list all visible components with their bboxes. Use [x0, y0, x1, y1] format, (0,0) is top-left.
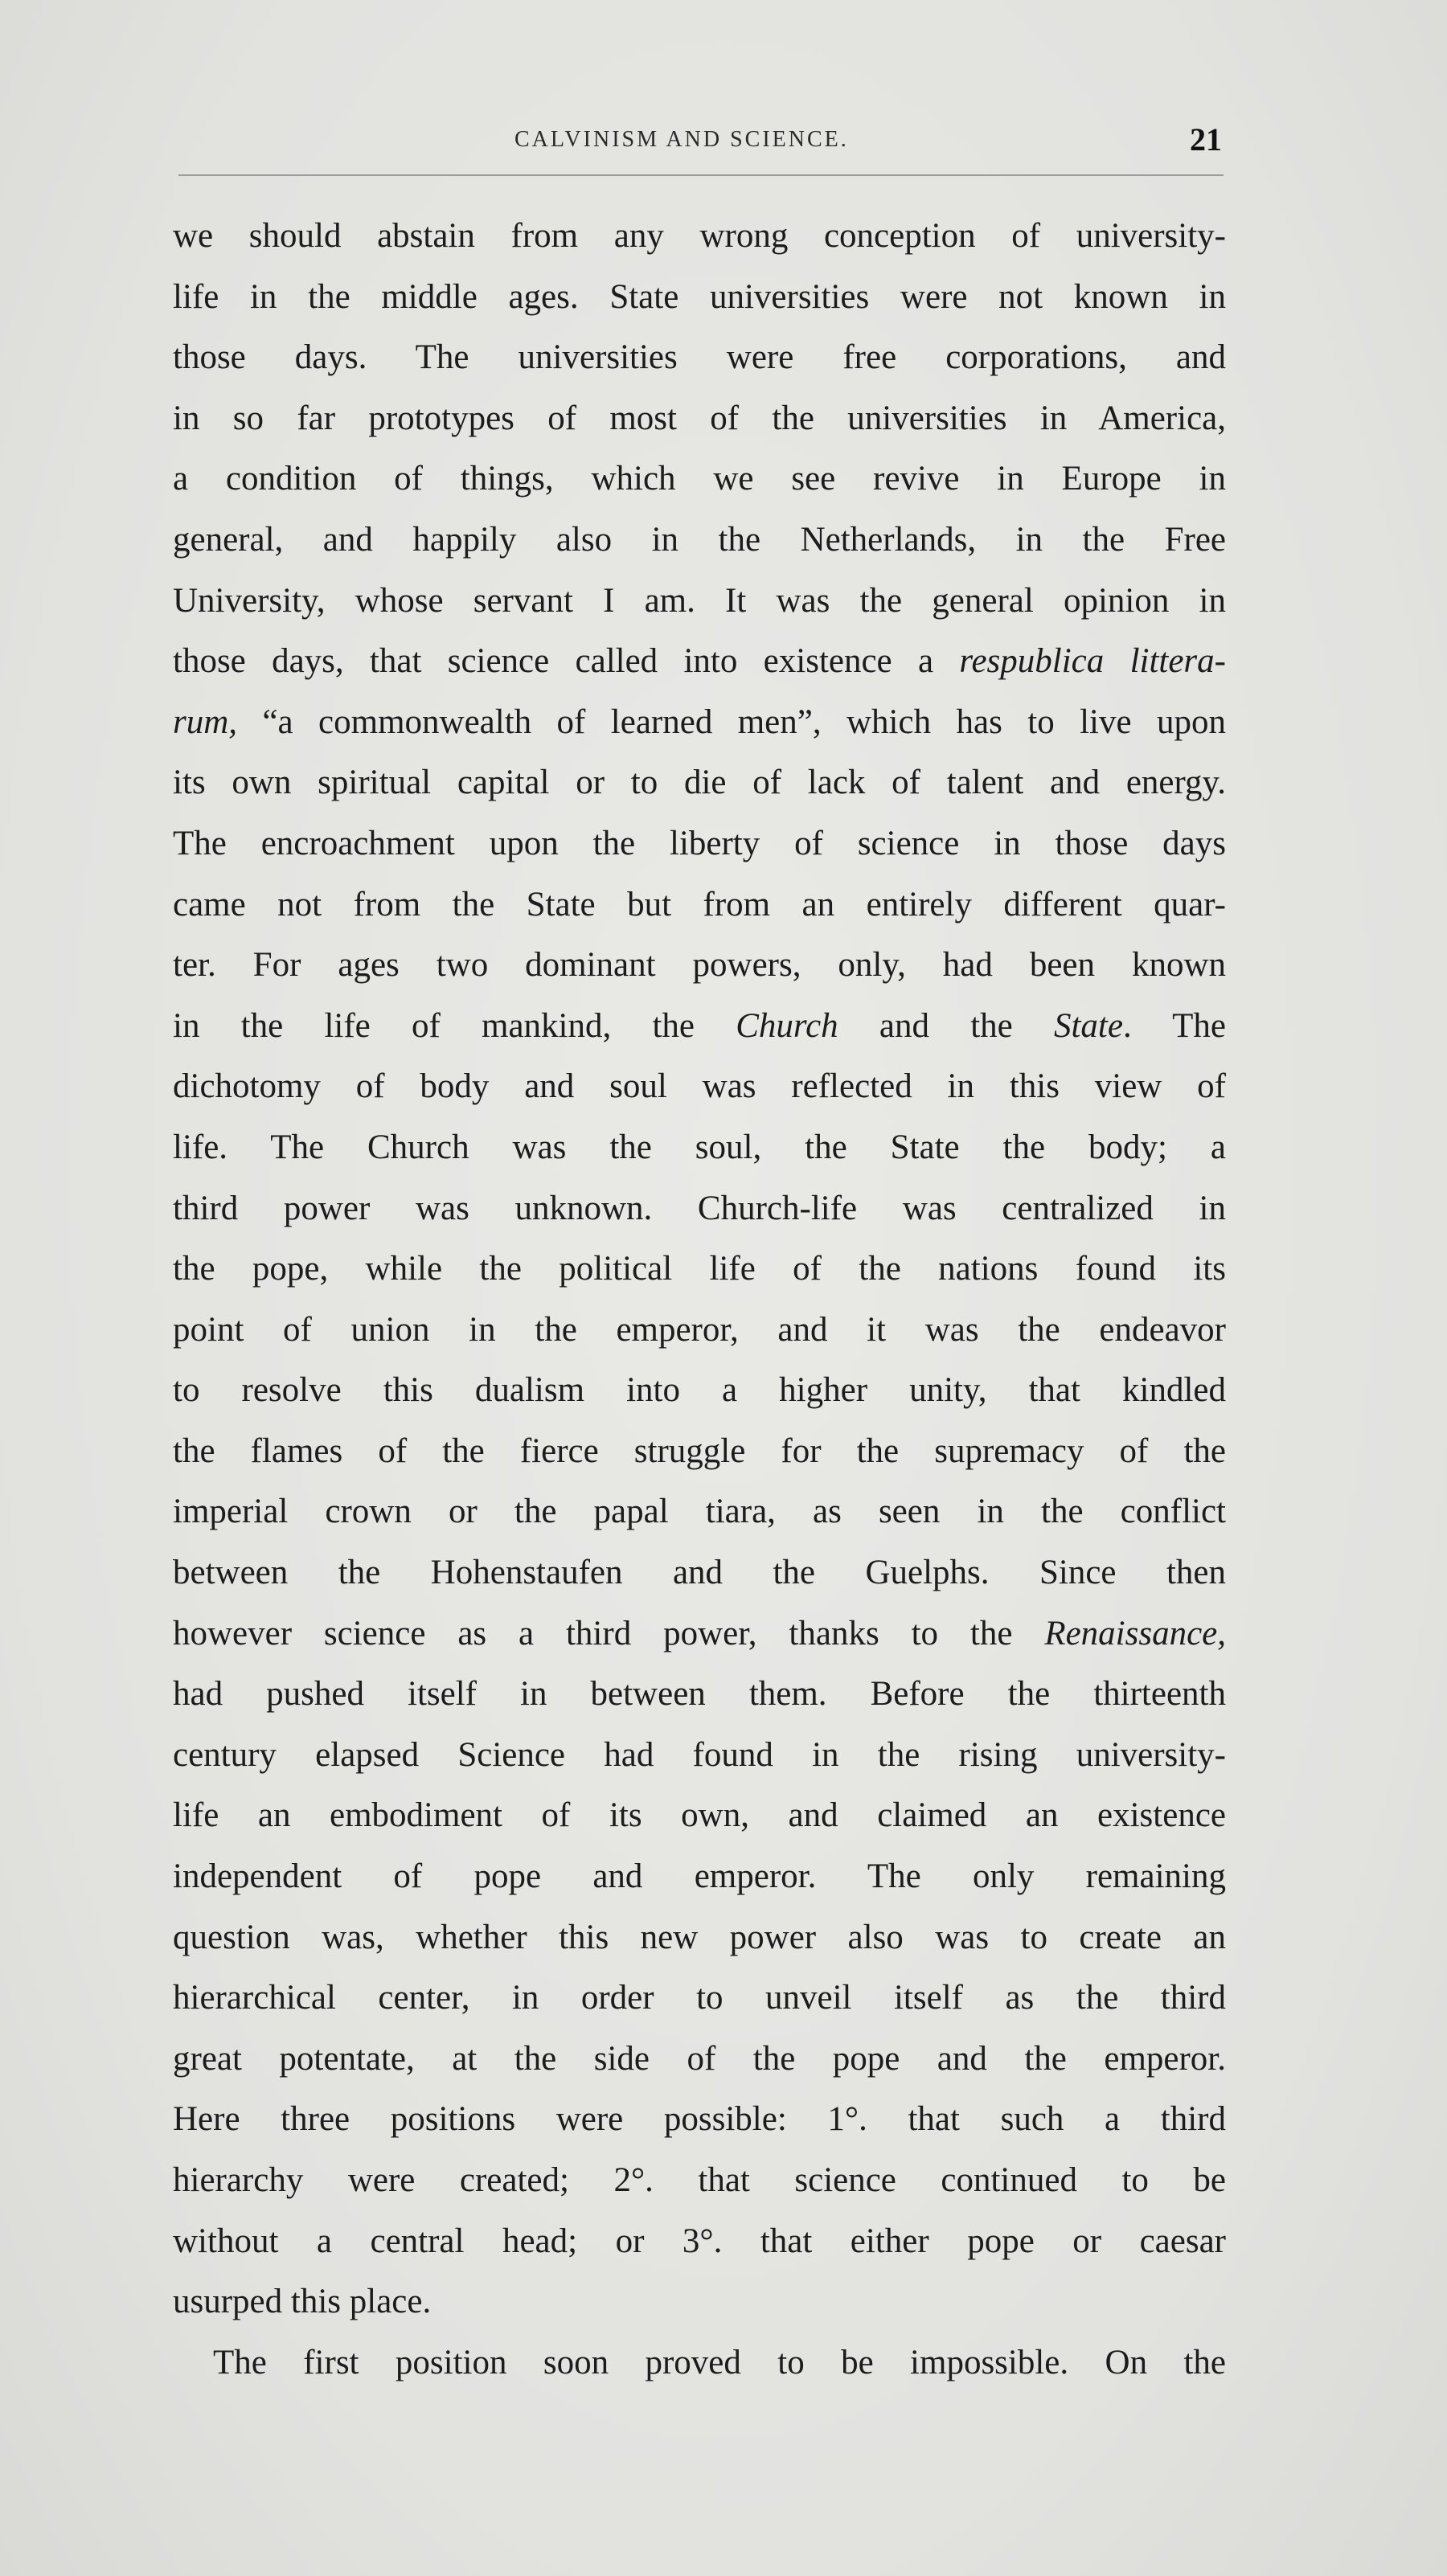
italic-phrase: State [1053, 1006, 1123, 1045]
italic-phrase: Renaissance, [1044, 1614, 1226, 1652]
text-line: we should abstain from any wrong conception of university- [173, 217, 1226, 255]
text-line: rum, “a commonwealth of learned men”, which has to live upon [173, 702, 1226, 741]
text-line: question was, whether this new power also was to create an [173, 1918, 1226, 1956]
text-line: third power was unknown. Church-life was centralized in [173, 1189, 1226, 1227]
text-line: the pope, while the political life of the nations found its [173, 1250, 1226, 1288]
text-line: those days, that science called into existence a respublica littera- [173, 642, 1226, 681]
text-line: hierarchical center, in order to unveil itself as the third [173, 1979, 1226, 2017]
text-line: hierarchy were created; 2°. that science continued to be [173, 2161, 1226, 2199]
text-line: to resolve this dualism into a higher unity, that kindled [173, 1371, 1226, 1410]
text-line: imperial crown or the papal tiara, as seen in the conflict [173, 1493, 1226, 1531]
text-line: in the life of mankind, the Church and the State. The [173, 1006, 1226, 1045]
text-line: general, and happily also in the Netherlands, in the Free [173, 520, 1226, 559]
text-line: century elapsed Science had found in the rising university- [173, 1735, 1226, 1774]
text-line: life in the middle ages. State universities were not known in [173, 277, 1226, 316]
italic-phrase: Church [736, 1006, 838, 1045]
header-rule [178, 174, 1224, 176]
body-text [173, 206, 1226, 2393]
text-line: great potentate, at the side of the pope and the emperor. [173, 2039, 1226, 2078]
running-title: CALVINISM AND SCIENCE. [514, 127, 849, 152]
text-line: between the Hohenstaufen and the Guelphs. Since then [173, 1554, 1226, 1592]
text-line: came not from the State but from an entirely different quar- [173, 885, 1226, 924]
text-line: University, whose servant I am. It was the general opinion in [173, 581, 1226, 620]
text-line: The encroachment upon the liberty of science in those days [173, 824, 1226, 862]
text-line: usurped this place. [173, 2283, 432, 2321]
page-number: 21 [1190, 121, 1222, 158]
text-line: those days. The universities were free corporations, and [173, 338, 1226, 377]
text-line: a condition of things, which we see revive in Europe in [173, 460, 1226, 498]
italic-phrase: rum, [173, 702, 238, 741]
text-line: independent of pope and emperor. The only remaining [173, 1857, 1226, 1896]
text-line: however science as a third power, thanks to the Renaissance, [173, 1614, 1226, 1652]
italic-phrase: respublica littera- [959, 642, 1226, 681]
text-line: in so far prototypes of most of the universities in America, [173, 399, 1226, 437]
running-head [173, 122, 1222, 162]
text-line: without a central head; or 3°. that either pope or caesar [173, 2222, 1226, 2260]
text-line: dichotomy of body and soul was reflected in this view of [173, 1067, 1226, 1106]
text-line: its own spiritual capital or to die of lack of talent and energy. [173, 764, 1226, 802]
text-line: the flames of the fierce struggle for the supremacy of the [173, 1431, 1226, 1470]
text-line: The first position soon proved to be impossible. On the [213, 2343, 1226, 2381]
text-line: point of union in the emperor, and it was the endeavor [173, 1310, 1226, 1349]
text-line: had pushed itself in between them. Before the thirteenth [173, 1675, 1226, 1714]
text-line: Here three positions were possible: 1°. that such a third [173, 2100, 1226, 2139]
text-line: ter. For ages two dominant powers, only, had been known [173, 946, 1226, 985]
text-line: life. The Church was the soul, the State the body; a [173, 1128, 1226, 1166]
text-line: life an embodiment of its own, and claimed an existence [173, 1796, 1226, 1835]
